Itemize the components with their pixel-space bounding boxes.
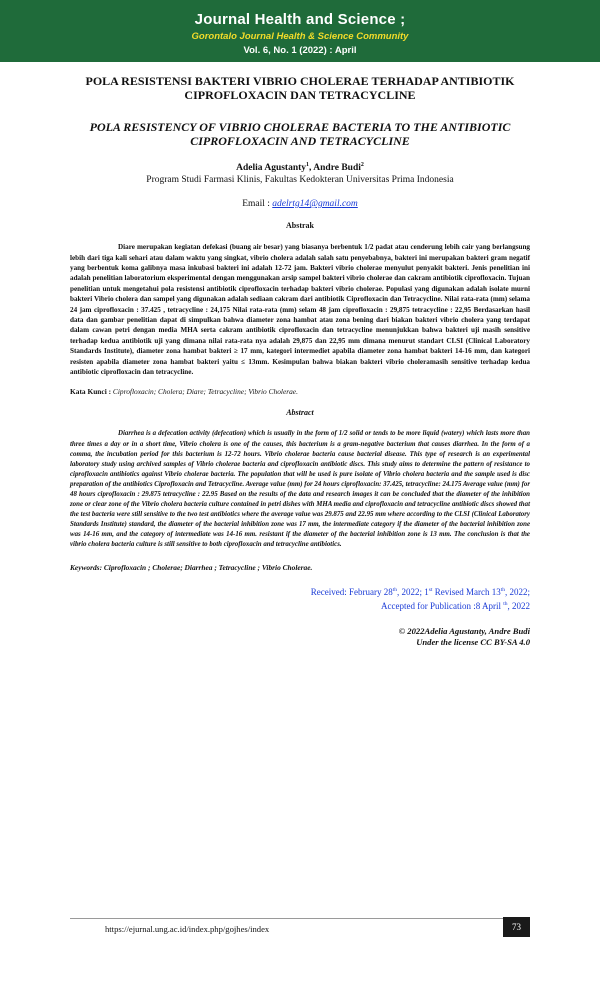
ordinal-suffix: th (503, 600, 508, 607)
email-line (70, 199, 530, 209)
ordinal-suffix: th (392, 586, 398, 593)
ordinal-suffix: th (500, 586, 505, 593)
title-english: POLA RESISTENCY OF VIBRIO CHOLERAE BACTERIA TO THE ANTIBIOTIC CIPROFLOXACIN AND TETRACYCLINE (89, 120, 511, 148)
keywords-english: Keywords: Ciprofloxacin ; Cholerae; Diarrhea ; Tetracycline ; Vibrio Cholerae. (70, 562, 313, 572)
footer-divider (70, 918, 530, 919)
abstrak-text: Diare merupakan kegiatan defekasi (buang air besar) yang biasanya berbentuk 1/2 padat atau cenderung lebih cair yang berlangsung lebih dari tiga kali sehari atau dalam waktu yang singkat, vibrio cholera adalah salah satu penyebabnya, bakteri ini merupakan bakteri gram negatif yang berbentuk koma galibnya masa inkubasi bakteri ini adalah 12-72 jam. Bakteri vibrio cholerae menyulut penyakit bakteri. Jenis penelitian ini adalah penelitian laboratorium eksperimental dengan menggunakan arsip sampel bakteri vibrio cholerae dan cakram antibiotik ciprofloxacin. Tujuan penelitian untuk mengetahui pola resistensi antibiotik ciprofloxacin terhadap bakteri vibrio cholerae. Populasi yang digunakan adalah isolate murni bakteri Vibrio cholera dan sampel yang digunakan adalah sediaan cakram dari antibiotik Ciprofloxacin dan Tetracycline. Nilai rata-rata (mm) selama 24 jam ciprofloxacin : 37.425 , tetracycline : 24,175 Nilai rata-rata (mm) selam 48 jam ciprofloxacin : 29,875 tetracycline : 22,95 Berdasarkan hasil data dan gambar penelitian dapat di simpulkan bahwa diameter zona hambat atau zona bening dari biakan bakteri vibrio cholera yang terdapat dalam cawan petri dengan media MHA serta cakram antibiotik ciprofloxacin dan tetracycline menunjukkan bahwa bakteri uji masih sensitive terhadap kedua antibiotik uji yang dimana nilai rata-rata nya adalah 29,875 dan 22,95 mm dimana menurut standart CLSI (Clinical Laboratory Standards Institute), diameter zona hambat bakteri ≥ 17 mm, kategori intermediet apabila diameter zona hambat bakteri 14-16 mm, dan kategori resisten apabila diameter zona hambat bakteri yaitu ≤ 13mm. Kesimpulan bahwa biakan bakteri vibrio choleramasih sensitive terhadap kedua antibiotic ciprofloxacin dan tetracycline. (70, 243, 530, 377)
authors (70, 162, 530, 173)
kata-kunci (70, 387, 530, 396)
received-date: Received: February 28 (310, 586, 393, 597)
submission-dates (70, 584, 530, 612)
author-separator: , (309, 163, 314, 174)
revised-year: , 2022; (504, 586, 530, 597)
abstract-heading: Abstract (286, 408, 314, 418)
kata-kunci-values: Ciprofloxacin; Cholera; Diare; Tetracycline; Vibrio Cholerae. (112, 387, 298, 397)
author-affiliation-mark: 2 (360, 162, 364, 168)
footer-url[interactable]: https://ejurnal.ung.ac.id/index.php/gojhes/index (105, 924, 270, 934)
abstract-text: Diarrhea is a defecation activity (defecation) which is usually in the form of 1/2 solid or tends to be more liquid (watery) which lasts more than three times a day or in a short time, Vibrio cholera is one of the causes, this bacterium is a gram-negative bacterium that causes diarrhea. In the form of a comma, the incubation period for this bacterium is 12-72 hours. Vibrio cholerae bacteria cause bacterial disease. This type of research is an experimental laboratory study using archived samples of Vibrio cholerae bacteria and ciprofloxacin antibiotic discs. This study aims to determine the pattern of resistance to ciprofloxacin antibiotics against Vibrio cholerae bacteria. The population that will be used is pure isolate of Vibrio cholera bacteria and the sample used is disc preparation of the antibiotics Ciprofloxacin and Tetracycline. Average value (mm) for 24 hours ciprofloxacin: 37.425, tetracycline: 24.175 Average value (mm) for 48 hours ciprofloxacin : 29.875 tetracycline : 22.95 Based on the results of the data and research images it can be concluded that the diameter of the inhibition zone or clear zone of the Vibrio cholera bacteria culture contained in petri dishes with MHA media and ciprofloxacin and tetracycline antibiotic discs showed that the test bacteria were still sensitive to the two test antibiotics where the average value was 29.875 and 22.95 mm where according to the CLSI (Clinical Laboratory Standards Institute) standard, the diameter of the bacterial inhibition zone was 17 mm, the intermediate category if the diameter of the bacterial inhibition zone was 14-16 mm, and the category of intermediate was 14-16 mm. resistant if the diameter of the bacterial inhibition zone is 13 mm. The conclusion is that the vibrio cholera bacteria culture is still sensitive to both ciprofloxacin and tetracycline antibiotics. (70, 430, 530, 549)
copyright-holder: © 2022Adelia Agustanty, Andre Budi (398, 625, 530, 636)
title-indonesian: POLA RESISTENSI BAKTERI VIBRIO CHOLERAE TERHADAP ANTIBIOTIK CIPROFLOXACIN DAN TETRACYCLINE (85, 74, 515, 102)
accepted-year: , 2022 (507, 600, 530, 611)
received-year: , 2022; 1 (397, 586, 429, 597)
author-affiliation-mark: 1 (306, 162, 310, 168)
accepted-line (70, 598, 530, 612)
copyright-notice (70, 626, 530, 648)
journal-subtitle: Gorontalo Journal Health & Science Community (191, 31, 409, 42)
journal-header-banner (0, 0, 600, 62)
accepted-date: Accepted for Publication :8 April (380, 600, 504, 611)
journal-title: Journal Health and Science ; (194, 11, 406, 28)
article-content (70, 74, 530, 648)
license: Under the license CC BY-SA 4.0 (416, 636, 530, 647)
journal-volume: Vol. 6, No. 1 (2022) : April (243, 45, 357, 56)
affiliation: Program Studi Farmasi Klinis, Fakultas Kedokteran Universitas Prima Indonesia (146, 175, 454, 186)
author-name: Andre Budi (313, 163, 361, 174)
abstrak-heading: Abstrak (285, 221, 314, 231)
ordinal-suffix: st (428, 586, 433, 593)
page-number: 73 (503, 917, 530, 937)
email-link[interactable]: adelrtg14@gmail.com (272, 199, 358, 210)
author-name: Adelia Agustanty (236, 163, 307, 174)
received-line (70, 584, 530, 598)
revised-date: Revised March 13 (432, 586, 501, 597)
email-label: Email : (242, 199, 273, 210)
kata-kunci-label: Kata Kunci : (70, 387, 113, 397)
